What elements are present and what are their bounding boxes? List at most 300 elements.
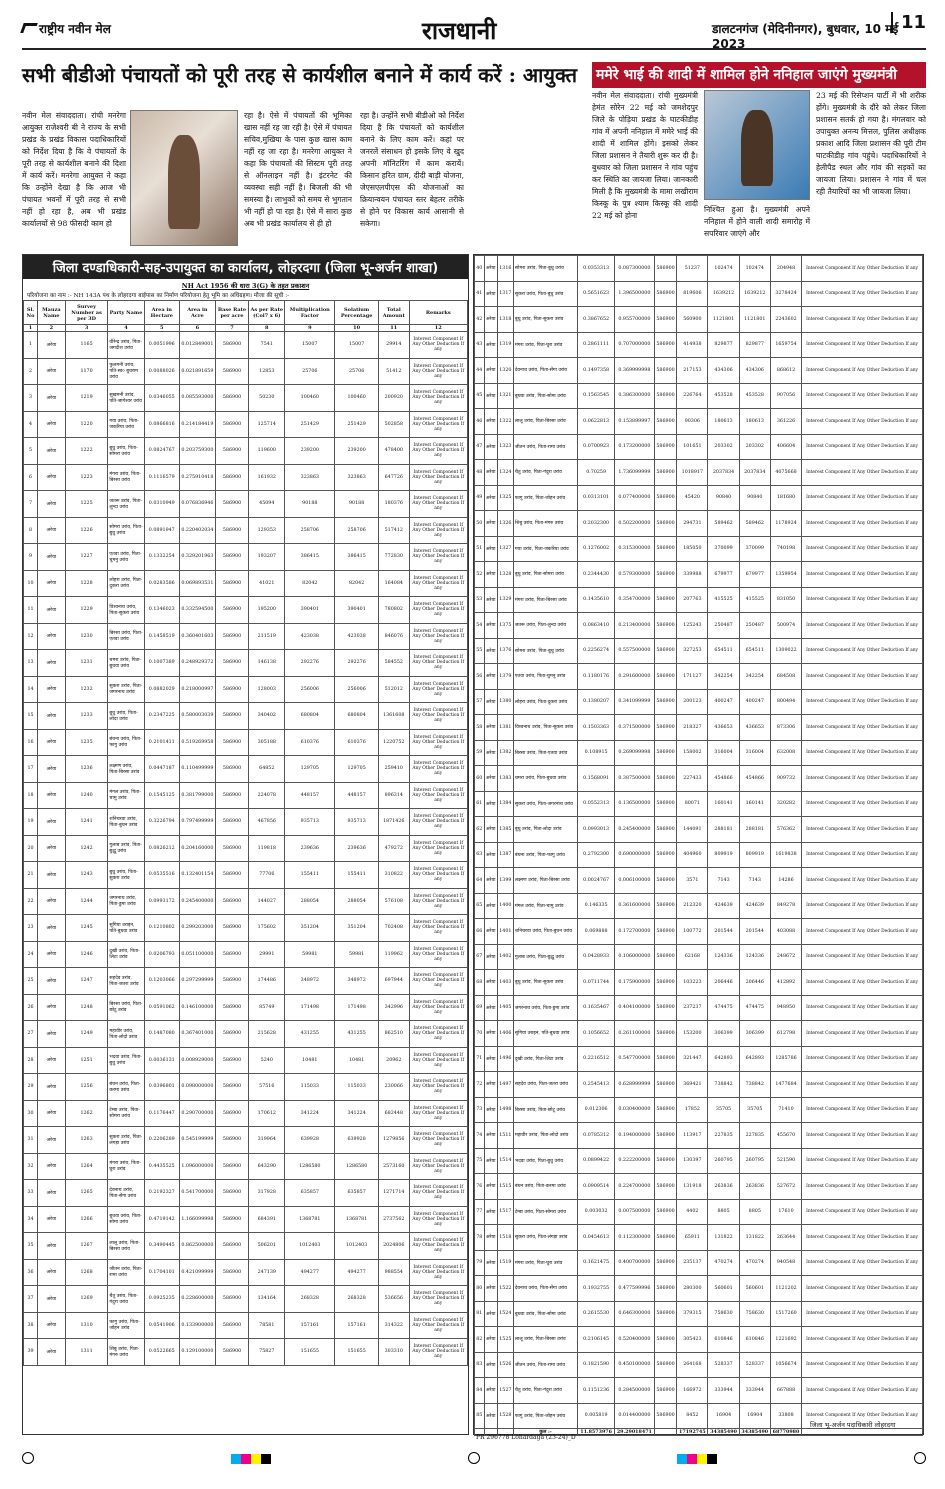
total-cell: 29.29018471 <box>614 1429 654 1436</box>
table-cell-party: बुधु उरांव, पिता-लोदा उरांव <box>108 703 144 730</box>
table-cell-rem: Interest Component If Any Other Deduction If any <box>802 740 923 766</box>
table-row <box>24 994 468 1021</box>
table-cell-mauza: अरेया <box>484 485 497 511</box>
table-cell-ha: 0.0882029 <box>144 676 179 703</box>
table-cell-party: वीरेन्द्र उरांव, पिता-जगदीश उरांव <box>108 332 144 359</box>
table-cell-mf: 1368781 <box>285 1206 335 1233</box>
table-cell-plot: 1225 <box>65 491 108 518</box>
table-cell-ha: 0.0353313 <box>578 256 614 282</box>
table-cell-mf: 390401 <box>285 597 335 624</box>
table-cell-mauza: अरेया <box>38 411 66 438</box>
table-cell-rem: Interest Component If Any Other Deduction If any <box>409 941 467 968</box>
table-cell-amt: 280300 <box>677 1276 708 1302</box>
table-cell-sol: 306399 <box>739 1021 770 1047</box>
table-cell-ac: 0.076836946 <box>179 491 215 518</box>
table-cell-mauza: अरेया <box>484 1097 497 1123</box>
column-number: 6 <box>179 325 215 332</box>
table-cell-rate: 586900 <box>215 676 248 703</box>
registration-mark-icon <box>22 1452 34 1464</box>
table-cell-ac: 0.275910418 <box>179 464 215 491</box>
table-cell-party: बुधु उरांव, पिता-सुकरा उरांव <box>513 970 578 996</box>
table-cell-party: देवनाथ उरांव, पिता-सेंगा उरांव <box>108 1180 144 1207</box>
table-cell-sol: 155411 <box>335 862 379 889</box>
table-cell-mauza: अरेया <box>484 1352 497 1378</box>
table-cell-amt: 369421 <box>677 1072 708 1098</box>
table-cell-party: शनिचरवा उरांव, पिता-बुधन उरांव <box>108 809 144 836</box>
table-cell-mf: 8805 <box>708 1199 739 1225</box>
table-cell-rem: Interest Component If Any Other Deduction If any <box>802 587 923 613</box>
table-cell-mauza: अरेया <box>38 729 66 756</box>
table-cell-mf: 454866 <box>708 766 739 792</box>
table-cell-mf: 342254 <box>708 664 739 690</box>
table-cell-ha: 0.0993013 <box>578 817 614 843</box>
table-cell-sol: 151655 <box>335 1339 379 1366</box>
table-cell-ac: 0.797499999 <box>179 809 215 836</box>
table-row <box>24 915 468 942</box>
table-cell-tot: 29914 <box>379 332 409 359</box>
table-cell-plot: 1268 <box>65 1259 108 1286</box>
table-cell-ha: 0.0428933 <box>578 944 614 970</box>
table-cell-sl: 42 <box>475 307 485 333</box>
table-cell-party: मंगरा उरांव, पिता-बिरसा उरांव <box>108 464 144 491</box>
table-cell-sol: 206446 <box>739 970 770 996</box>
table-cell-mf: 239636 <box>285 835 335 862</box>
table-cell-ha: 0.0051996 <box>144 332 179 359</box>
table-cell-ha: 0.108915 <box>578 740 614 766</box>
table-cell-sol: 342254 <box>739 664 770 690</box>
table-cell-plot: 1514 <box>497 1148 513 1174</box>
table-cell-rate: 586900 <box>215 1180 248 1207</box>
table-cell-rem: Interest Component If Any Other Deduction If any <box>802 358 923 384</box>
table-cell-party: भदवा उरांव, पिता-बुधु उरांव <box>513 1148 578 1174</box>
table-cell-rate: 586900 <box>654 1352 676 1378</box>
table-cell-plot: 1248 <box>65 994 108 1021</box>
table-cell-plot: 1382 <box>497 740 513 766</box>
table-cell-party: सोमरा उरांव, पिता-बुधु उरांव <box>513 256 578 282</box>
table-cell-tot: 667888 <box>770 1378 801 1404</box>
tender-right-block <box>473 254 924 1435</box>
table-cell-mauza: अरेया <box>484 893 497 919</box>
table-row <box>475 434 923 460</box>
table-cell-mauza: अरेया <box>38 491 66 518</box>
table-cell-mf: 415525 <box>708 587 739 613</box>
table-cell-amt: 404960 <box>677 842 708 868</box>
table-cell-tot: 697944 <box>379 968 409 995</box>
table-cell-amt: 119818 <box>249 835 285 862</box>
table-cell-rem: Interest Component If Any Other Deduction If any <box>802 1199 923 1225</box>
table-cell-sol: 436653 <box>739 715 770 741</box>
table-cell-party: देवनाथ उरांव, पिता-सेंगा उरांव <box>513 358 578 384</box>
table-cell-rem: Interest Component If Any Other Deduction If any <box>409 703 467 730</box>
table-cell-rate: 586900 <box>215 464 248 491</box>
table-cell-ha: 0.2256274 <box>578 638 614 664</box>
table-row <box>24 1339 468 1366</box>
table-cell-ac: 0.299203000 <box>179 915 215 942</box>
table-cell-sol: 423038 <box>335 623 379 650</box>
table-cell-amt: 560900 <box>677 307 708 333</box>
table-cell-amt: 64852 <box>249 756 285 783</box>
table-cell-plot: 1328 <box>497 562 513 588</box>
table-cell-sl: 34 <box>24 1206 38 1233</box>
table-cell-plot: 1219 <box>65 385 108 412</box>
table-cell-ac: 0.245400000 <box>614 817 654 843</box>
table-cell-amt: 340402 <box>249 703 285 730</box>
table-cell-amt: 237237 <box>677 995 708 1021</box>
table-row <box>475 1327 923 1353</box>
table-cell-ha: 0.0824767 <box>144 438 179 465</box>
table-cell-sl: 77 <box>475 1199 485 1225</box>
table-cell-mf: 809919 <box>708 842 739 868</box>
table-cell-party: सुगिया उराइन, पति-बुधवा उरांव <box>513 1021 578 1047</box>
table-cell-mauza: अरेया <box>484 307 497 333</box>
table-row <box>475 1097 923 1123</box>
table-cell-mf: 829877 <box>708 332 739 358</box>
table-row <box>475 740 923 766</box>
table-cell-ac: 0.228600000 <box>179 1286 215 1313</box>
table-cell-rate: 586900 <box>654 638 676 664</box>
table-cell-mf: 288054 <box>285 888 335 915</box>
table-cell-amt: 45094 <box>249 491 285 518</box>
registration-mark-icon <box>468 1452 480 1464</box>
table-cell-mf: 560601 <box>708 1276 739 1302</box>
table-cell-amt: 264168 <box>677 1352 708 1378</box>
table-cell-sol: 16904 <box>739 1403 770 1429</box>
total-cell: 17192745 <box>677 1429 708 1436</box>
table-cell-mf: 431255 <box>285 1021 335 1048</box>
table-cell-sol: 263836 <box>739 1174 770 1200</box>
table-cell-mf: 288181 <box>708 817 739 843</box>
table-cell-ha: 0.003032 <box>578 1199 614 1225</box>
table-cell-amt: 144091 <box>677 817 708 843</box>
table-cell-ac: 0.077400000 <box>614 485 654 511</box>
table-cell-party: जतरू उरांव, पिता-लुन्दा उरांव <box>108 491 144 518</box>
table-cell-plot: 1165 <box>65 332 108 359</box>
table-cell-amt: 305188 <box>249 729 285 756</box>
table-cell-sol: 470274 <box>739 1250 770 1276</box>
table-cell-ha: 0.0622813 <box>578 409 614 435</box>
table-cell-amt: 379315 <box>677 1301 708 1327</box>
table-row <box>24 809 468 836</box>
table-cell-party: चैतु उरांव, पिता-गंदुरा उरांव <box>513 460 578 486</box>
table-cell-ha: 0.0925235 <box>144 1286 179 1313</box>
table-cell-ha: 0.0346055 <box>144 385 179 412</box>
table-cell-party: बिरसा उरांव, पिता-एतवा उरांव <box>513 740 578 766</box>
table-cell-rem: Interest Component If Any Other Deduction If any <box>409 332 467 359</box>
table-cell-sl: 37 <box>24 1286 38 1313</box>
table-cell-party: गया उरांव, पिता-जकरिया उरांव <box>108 411 144 438</box>
table-cell-ac: 0.291600000 <box>614 664 654 690</box>
table-cell-party: जीतन उरांव, पिता-रामा उरांव <box>513 1352 578 1378</box>
table-cell-sl: 76 <box>475 1174 485 1200</box>
table-cell-ha: 0.1563545 <box>578 383 614 409</box>
table-cell-party: फागु उरांव, पिता-जोहन उरांव <box>513 485 578 511</box>
table-cell-plot: 1226 <box>65 517 108 544</box>
footer-code: PR 296778 Lohardaga (23-24)_D <box>476 1434 576 1441</box>
table-cell-mf: 250487 <box>708 613 739 639</box>
brand-logo <box>22 20 111 37</box>
table-cell-sl: 73 <box>475 1097 485 1123</box>
table-row <box>475 332 923 358</box>
column-number: 7 <box>215 325 248 332</box>
table-cell-rem: Interest Component If Any Other Deduction If any <box>409 835 467 862</box>
table-row <box>475 256 923 282</box>
table-cell-amt: 85749 <box>249 994 285 1021</box>
table-cell-amt: 134164 <box>249 1286 285 1313</box>
table-cell-ha: 0.1497358 <box>578 358 614 384</box>
table-cell-tot: 846076 <box>379 623 409 650</box>
table-cell-tot: 1517260 <box>770 1301 801 1327</box>
table-cell-ha: 0.1056652 <box>578 1021 614 1047</box>
table-cell-party: सुगिया उराइन, पति-बुधवा उरांव <box>108 915 144 942</box>
table-cell-rem: Interest Component If Any Other Deduction If any <box>802 1276 923 1302</box>
table-cell-sol: 494277 <box>335 1259 379 1286</box>
table-cell-plot: 1527 <box>497 1378 513 1404</box>
table-cell-mauza: अरेया <box>484 1378 497 1404</box>
story-right-col1: नवीन मेल संवाददाता। रांची मुख्यमंत्री हेमंत सोरेन 22 मई को जमशेदपुर जिले के पोड़िया प्रखंड के घाटकीडीह गांव में अपनी ननिहाल में ममेरे भाई की शादी में शामिल होंगे। इसको लेकर जिला प्रशासन ने तैयारी शुरू कर दी है। बुधवार को जिला प्रशासन ने गांव पहुंच कर स्थिति का जायजा लिया। जानकारी मिली है कि मुख्यमंत्री के मामा लखीराम किस्कू के पुत्र श्याम किस्कू की शादी 22 मई को होना <box>592 91 698 220</box>
table-cell-rate: 586900 <box>215 994 248 1021</box>
table-row <box>24 1312 468 1339</box>
table-cell-plot: 1249 <box>65 1021 108 1048</box>
table-cell-mf: 494277 <box>285 1259 335 1286</box>
table-cell-rem: Interest Component If Any Other Deduction If any <box>409 994 467 1021</box>
table-cell-sol: 386415 <box>335 544 379 571</box>
table-cell-ac: 0.545199999 <box>179 1127 215 1154</box>
table-cell-ha: 0.2615530 <box>578 1301 614 1327</box>
table-cell-tot: 164084 <box>379 570 409 597</box>
table-cell-sol: 829877 <box>739 332 770 358</box>
table-cell-ha: 0.2347225 <box>144 703 179 730</box>
table-cell-amt: 57516 <box>249 1074 285 1101</box>
table-cell-rate: 586900 <box>215 1259 248 1286</box>
table-cell-party: बिरसा उरांव, पिता-छोटू उरांव <box>513 1097 578 1123</box>
table-cell-mauza: अरेया <box>484 1276 497 1302</box>
table-cell-rate: 586900 <box>654 587 676 613</box>
table-cell-party: बंधना उरांव, पिता-फागु उरांव <box>108 729 144 756</box>
table-cell-mauza: अरेया <box>484 383 497 409</box>
table-row <box>475 664 923 690</box>
table-cell-tot: 896314 <box>379 782 409 809</box>
table-cell-plot: 1244 <box>65 888 108 915</box>
table-cell-tot: 33808 <box>770 1403 801 1429</box>
column-number: 3 <box>65 325 108 332</box>
table-cell-amt: 128003 <box>249 676 285 703</box>
table-cell-sol: 370099 <box>739 536 770 562</box>
table-row <box>24 968 468 995</box>
table-cell-tot: 1619838 <box>770 842 801 868</box>
table-cell-party: चैतु उरांव, पिता-गंदुरा उरांव <box>108 1286 144 1313</box>
table-row <box>24 782 468 809</box>
table-cell-tot: 361226 <box>770 409 801 435</box>
table-cell-mauza: अरेया <box>38 915 66 942</box>
total-cell <box>654 1429 676 1436</box>
table-cell-tot: 632008 <box>770 740 801 766</box>
table-cell-party: बुधु उरांव, पिता-सुकरा उरांव <box>513 307 578 333</box>
table-cell-amt: 45420 <box>677 485 708 511</box>
table-cell-rem: Interest Component If Any Other Deduction If any <box>409 862 467 889</box>
table-cell-tot: 204948 <box>770 256 801 282</box>
table-cell-mf: 610376 <box>285 729 335 756</box>
table-cell-mf: 679977 <box>708 562 739 588</box>
table-cell-amt: 166972 <box>677 1378 708 1404</box>
table-cell-amt: 643290 <box>249 1153 285 1180</box>
column-number: 11 <box>379 325 409 332</box>
table-cell-sol: 268328 <box>335 1286 379 1313</box>
table-cell-mf: 151655 <box>285 1339 335 1366</box>
table-cell-rem: Interest Component If Any Other Deduction If any <box>409 1206 467 1233</box>
table-cell-party: बुधवा उरांव, पिता-सोमा उरांव <box>108 1206 144 1233</box>
table-cell-tot: 517412 <box>379 517 409 544</box>
total-cell: 34385490 <box>708 1429 739 1436</box>
table-cell-tot: 14286 <box>770 868 801 894</box>
table-cell-party: चैतु उरांव, पिता-गंदुरा उरांव <box>513 1378 578 1404</box>
table-cell-tot: 527672 <box>770 1174 801 1200</box>
table-cell-amt: 1018917 <box>677 460 708 486</box>
tender-table-right <box>474 255 923 1436</box>
table-cell-amt: 100772 <box>677 919 708 945</box>
table-cell-ha: 0.1621475 <box>578 1250 614 1276</box>
table-cell-ha: 0.4719142 <box>144 1206 179 1233</box>
table-row <box>475 715 923 741</box>
table-cell-plot: 1265 <box>65 1180 108 1207</box>
table-cell-mauza: अरेया <box>484 791 497 817</box>
table-cell-rem: Interest Component If Any Other Deduction If any <box>409 1100 467 1127</box>
table-cell-tot: 3278424 <box>770 281 801 307</box>
table-cell-ac: 0.248929372 <box>179 650 215 677</box>
table-cell-ha: 0.0396801 <box>144 1074 179 1101</box>
table-cell-ac: 0.367401000 <box>179 1021 215 1048</box>
table-row <box>24 862 468 889</box>
table-cell-sol: 90188 <box>335 491 379 518</box>
table-cell-ac: 0.519269958 <box>179 729 215 756</box>
table-cell-rem: Interest Component If Any Other Deduction If any <box>409 1047 467 1074</box>
table-cell-rate: 586900 <box>654 1148 676 1174</box>
table-cell-tot: 342996 <box>379 994 409 1021</box>
table-cell-rem: Interest Component If Any Other Deduction If any <box>802 613 923 639</box>
table-row <box>475 1046 923 1072</box>
table-cell-mf: 129705 <box>285 756 335 783</box>
table-cell-sl: 70 <box>475 1021 485 1047</box>
table-cell-rate: 586900 <box>654 1097 676 1123</box>
table-cell-rem: Interest Component If Any Other Deduction If any <box>409 676 467 703</box>
table-row <box>475 817 923 843</box>
table-cell-sol: 100460 <box>335 385 379 412</box>
table-cell-mauza: अरेया <box>484 434 497 460</box>
table-cell-rate: 586900 <box>215 570 248 597</box>
table-cell-amt: 50230 <box>249 385 285 412</box>
table-cell-sl: 38 <box>24 1312 38 1339</box>
table-cell-sol: 1368781 <box>335 1206 379 1233</box>
table-cell-mauza: अरेया <box>484 587 497 613</box>
table-cell-plot: 1406 <box>497 1021 513 1047</box>
table-cell-ac: 0.012849001 <box>179 332 215 359</box>
table-cell-sol: 124336 <box>739 944 770 970</box>
table-column-header: Area in Hectare <box>144 301 179 325</box>
column-number: 9 <box>285 325 335 332</box>
table-cell-mauza: अरेया <box>38 1127 66 1154</box>
table-cell-sol: 201544 <box>739 919 770 945</box>
table-cell-tot: 612798 <box>770 1021 801 1047</box>
table-cell-sol: 160141 <box>739 791 770 817</box>
table-cell-sl: 28 <box>24 1047 38 1074</box>
table-cell-tot: 512012 <box>379 676 409 703</box>
table-row <box>24 835 468 862</box>
table-cell-party: बंधन उरांव, पिता-करमा उरांव <box>108 1074 144 1101</box>
table-cell-amt: 129353 <box>249 517 285 544</box>
table-cell-sl: 41 <box>475 281 485 307</box>
brand-name: राष्ट्रीय नवीन मेल <box>39 22 111 36</box>
table-cell-rem: Interest Component If Any Other Deduction If any <box>409 809 467 836</box>
table-cell-mf: 1286580 <box>285 1153 335 1180</box>
table-cell-mf: 258706 <box>285 517 335 544</box>
table-cell-mf: 268328 <box>285 1286 335 1313</box>
table-cell-tot: 230066 <box>379 1074 409 1101</box>
table-cell-sl: 47 <box>475 434 485 460</box>
table-cell-mauza: अरेया <box>484 409 497 435</box>
table-cell-party: चमरा उरांव, पिता-बुधवा उरांव <box>513 766 578 792</box>
table-cell-ac: 0.628999999 <box>614 1072 654 1098</box>
table-cell-sol: 323863 <box>335 464 379 491</box>
table-cell-rem: Interest Component If Any Other Deduction If any <box>802 1046 923 1072</box>
table-cell-rate: 586900 <box>215 1100 248 1127</box>
table-cell-ha: 0.1007389 <box>144 650 179 677</box>
table-cell-mauza: अरेया <box>484 1072 497 1098</box>
table-cell-mf: 16904 <box>708 1403 739 1429</box>
table-cell-tot: 1309022 <box>770 638 801 664</box>
table-cell-sol: 171498 <box>335 994 379 1021</box>
table-cell-tot: 500974 <box>770 613 801 639</box>
table-cell-mf: 738842 <box>708 1072 739 1098</box>
table-cell-ac: 0.361600000 <box>614 893 654 919</box>
table-cell-plot: 1263 <box>65 1127 108 1154</box>
table-cell-plot: 1384 <box>497 791 513 817</box>
table-row <box>475 791 923 817</box>
table-cell-plot: 1528 <box>497 1403 513 1429</box>
table-row <box>475 1174 923 1200</box>
table-cell-mauza: अरेया <box>484 1123 497 1149</box>
table-cell-mf: 935713 <box>285 809 335 836</box>
table-cell-ac: 0.400700000 <box>614 1250 654 1276</box>
table-cell-ha: 0.1380207 <box>578 689 614 715</box>
table-cell-rem: Interest Component If Any Other Deduction If any <box>409 1180 467 1207</box>
table-cell-rem: Interest Component If Any Other Deduction If any <box>802 689 923 715</box>
table-cell-mf: 348972 <box>285 968 335 995</box>
table-cell-plot: 1400 <box>497 893 513 919</box>
table-cell-plot: 1233 <box>65 703 108 730</box>
table-cell-sl: 48 <box>475 460 485 486</box>
table-cell-rate: 586900 <box>215 385 248 412</box>
table-cell-rate: 586900 <box>654 511 676 537</box>
table-cell-plot: 1526 <box>497 1352 513 1378</box>
table-cell-tot: 862510 <box>379 1021 409 1048</box>
table-cell-tot: 1056674 <box>770 1352 801 1378</box>
table-cell-sl: 78 <box>475 1225 485 1251</box>
table-cell-rem: Interest Component If Any Other Deduction If any <box>802 868 923 894</box>
table-cell-mf: 206446 <box>708 970 739 996</box>
table-cell-sol: 258706 <box>335 517 379 544</box>
total-cell: 11.8573976 <box>578 1429 614 1436</box>
total-cell: 34385490 <box>739 1429 770 1436</box>
dateline: डालटनगंज (मेदिनीनगर), बुधवार, 10 मई 2023 <box>712 22 899 51</box>
table-row <box>475 689 923 715</box>
table-cell-ha: 0.0552313 <box>578 791 614 817</box>
table-cell-ha: 0.0899422 <box>578 1148 614 1174</box>
table-cell-mauza: अरेया <box>484 1250 497 1276</box>
table-cell-mauza: अरेया <box>38 650 66 677</box>
table-cell-sl: 65 <box>475 893 485 919</box>
table-cell-plot: 1236 <box>65 756 108 783</box>
table-cell-plot: 1525 <box>497 1327 513 1353</box>
table-cell-ac: 0.955700000 <box>614 307 654 333</box>
